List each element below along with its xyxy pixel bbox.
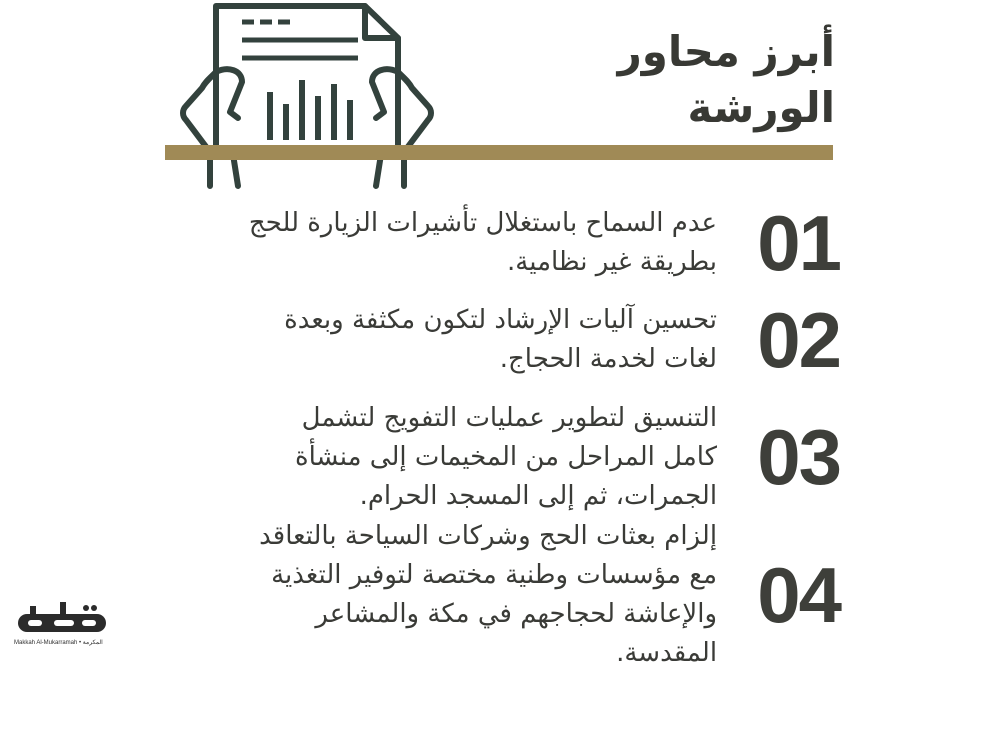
item-number: 03	[757, 413, 840, 501]
accent-divider	[165, 145, 833, 160]
item-text: التنسيق لتطوير عمليات التفويج لتشمل كامل المراحل من المخيمات إلى منشأة الجمرات، ثم إلى المسجد الحرام.	[295, 402, 718, 511]
item-number: 02	[757, 296, 840, 384]
list-item	[240, 199, 840, 287]
item-text: تحسين آليات الإرشاد لتكون مكثفة وبعدة لغات لخدمة الحجاج.	[284, 305, 718, 374]
item-text: إلزام بعثات الحج وشركات السياحة بالتعاقد مع مؤسسات وطنية مختصة لتوفير التغذية والإعاشة لحجاجهم في مكة والمشاعر المقدسة.	[259, 521, 718, 668]
list-item	[240, 296, 840, 384]
document-chart-hands-icon	[180, 0, 440, 190]
makkah-logo-icon	[14, 600, 110, 636]
logo-subtitle: Makkah Al-Mukarramah • المكرمة	[14, 640, 103, 646]
list-item	[240, 398, 840, 516]
list-item	[240, 521, 840, 668]
item-number: 01	[757, 199, 840, 287]
item-number: 04	[757, 551, 840, 639]
item-text: عدم السماح باستغلال تأشيرات الزيارة للحج بطريقة غير نظامية.	[248, 208, 718, 277]
page-title: أبرز محاور الورشة	[617, 27, 835, 132]
brand-logo	[14, 600, 114, 650]
